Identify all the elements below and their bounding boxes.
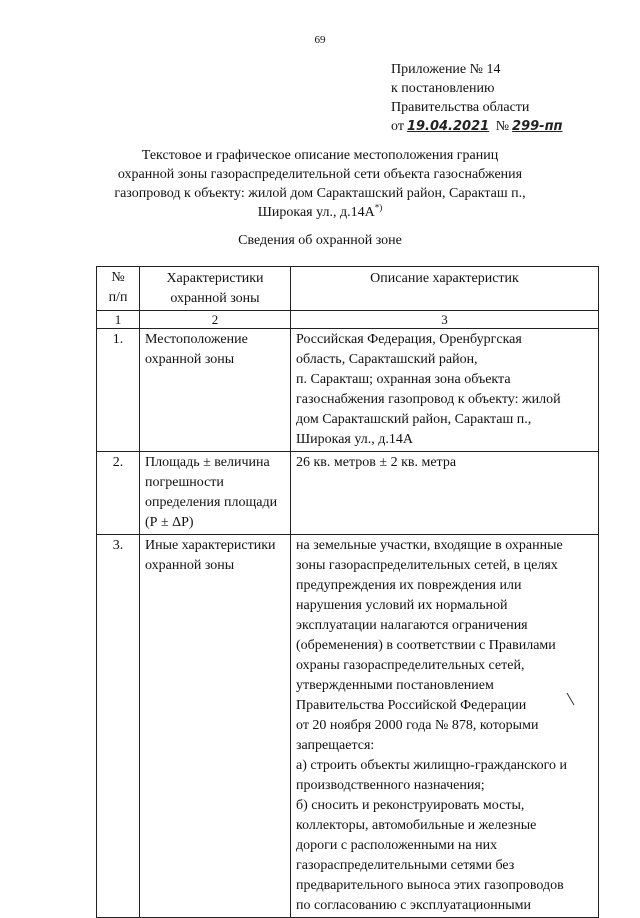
row-3-description-line: на земельные участки, входящие в охранные <box>296 538 563 553</box>
row-3-description-line: запрещается: <box>296 738 375 753</box>
appendix-header <box>391 60 566 136</box>
date-prefix: от <box>391 119 404 134</box>
header-num-line-2: п/п <box>108 290 128 305</box>
column-number-2: 2 <box>140 311 291 329</box>
zone-table <box>96 266 599 918</box>
row-3-description-line: предупреждения их повреждения или <box>296 578 522 593</box>
handwritten-number: 299-пп <box>512 119 563 134</box>
row-3-description-line: коллекторы, автомобильные и железные <box>296 818 537 833</box>
table-row <box>97 452 599 535</box>
appendix-date-line <box>391 117 566 136</box>
number-prefix: № <box>495 119 510 134</box>
title-line-3: газопровод к объекту: жилой дом Саракташский район, Саракташ п., <box>114 186 526 201</box>
row-1-description-line: область, Саракташский район, <box>296 352 478 367</box>
appendix-line-1: Приложение № 14 <box>391 62 501 77</box>
row-3-description-line: утвержденными постановлением <box>296 678 494 693</box>
document-title <box>0 146 640 222</box>
row-2-characteristic-line: Площадь ± величина <box>145 455 270 470</box>
header-characteristic-line-2: охранной зоны <box>170 291 260 306</box>
row-3-characteristic <box>140 535 291 918</box>
row-2-characteristic <box>140 452 291 535</box>
row-1-description-line: газоснабжения газопровод к объекту: жилой <box>296 392 561 407</box>
table-row <box>97 535 599 918</box>
row-1-description-line: дом Саракташский район, Саракташ п., <box>296 412 532 427</box>
row-3-description-line: зоны газораспределительных сетей, в целях <box>296 558 558 573</box>
row-3-characteristic-line: Иные характеристики <box>145 538 276 553</box>
title-line-2: охранной зоны газораспределительной сети объекта газоснабжения <box>117 167 523 182</box>
footnote-mark: *) <box>374 202 383 213</box>
header-characteristic <box>140 267 291 311</box>
row-2-characteristic-line: погрешности <box>145 475 224 490</box>
row-2-num: 2. <box>97 452 140 535</box>
row-1-description-line: п. Саракташ; охранная зона объекта <box>296 372 511 387</box>
row-3-description-line: по согласованию с эксплуатационными <box>296 898 531 913</box>
row-2-description <box>291 452 599 535</box>
table-header-row <box>97 267 599 311</box>
row-3-description-line: нарушения условий их нормальной <box>296 598 508 613</box>
column-number-1: 1 <box>97 311 140 329</box>
title-line-1: Текстовое и графическое описание местоположения границ <box>141 148 499 163</box>
row-3-description-line: дороги с расположенными на них <box>296 838 498 853</box>
row-2-description-line: 26 кв. метров ± 2 кв. метра <box>296 455 457 470</box>
row-3-description-line: а) строить объекты жилищно-гражданского и <box>296 758 567 773</box>
row-3-characteristic-line: охранной зоны <box>145 558 235 573</box>
page-number: 69 <box>314 34 326 46</box>
column-number-3: 3 <box>291 311 599 329</box>
row-3-num: 3. <box>97 535 140 918</box>
row-3-description-line: (обременения) в соответствии с Правилами <box>296 638 556 653</box>
row-1-description <box>291 329 599 452</box>
row-2-characteristic-line: определения площади <box>145 495 278 510</box>
appendix-line-2: к постановлению <box>391 81 495 96</box>
row-1-description-line: Российская Федерация, Оренбургская <box>296 332 522 347</box>
row-3-description-line: б) сносить и реконструировать мосты, <box>296 798 525 813</box>
row-3-description-line: эксплуатации налагаются ограничения <box>296 618 528 633</box>
section-title: Сведения об охранной зоне <box>238 233 402 248</box>
header-description: Описание характеристик <box>291 267 599 311</box>
row-3-description-line: охраны газораспределительных сетей, <box>296 658 525 673</box>
row-3-description-line: производственного назначения; <box>296 778 485 793</box>
pen-tick-mark <box>566 692 576 706</box>
table-row <box>97 329 599 452</box>
header-characteristic-line-1: Характеристики <box>166 271 264 286</box>
row-1-characteristic-line: Местоположение <box>145 332 248 347</box>
row-1-characteristic-line: охранной зоны <box>145 352 235 367</box>
row-3-description-line: Правительства Российской Федерации <box>296 698 527 713</box>
title-line-4 <box>0 203 640 222</box>
row-3-description-line: газораспределительными сетями без <box>296 858 515 873</box>
row-1-description-line: Широкая ул., д.14А <box>296 432 413 447</box>
title-line-4-text: Широкая ул., д.14А <box>257 205 375 220</box>
row-3-description-line: предварительного выноса этих газопроводов <box>296 878 564 893</box>
row-2-characteristic-line: (Р ± ΔР) <box>145 515 194 530</box>
appendix-line-3: Правительства области <box>391 100 530 115</box>
row-3-description <box>291 535 599 918</box>
handwritten-date: 19.04.2021 <box>406 119 490 134</box>
row-1-num: 1. <box>97 329 140 452</box>
header-num-line-1: № <box>111 270 125 285</box>
row-1-characteristic <box>140 329 291 452</box>
header-num <box>97 267 140 311</box>
column-number-row <box>97 311 599 329</box>
row-3-description-line: от 20 ноября 2000 года № 878, которыми <box>296 718 539 733</box>
